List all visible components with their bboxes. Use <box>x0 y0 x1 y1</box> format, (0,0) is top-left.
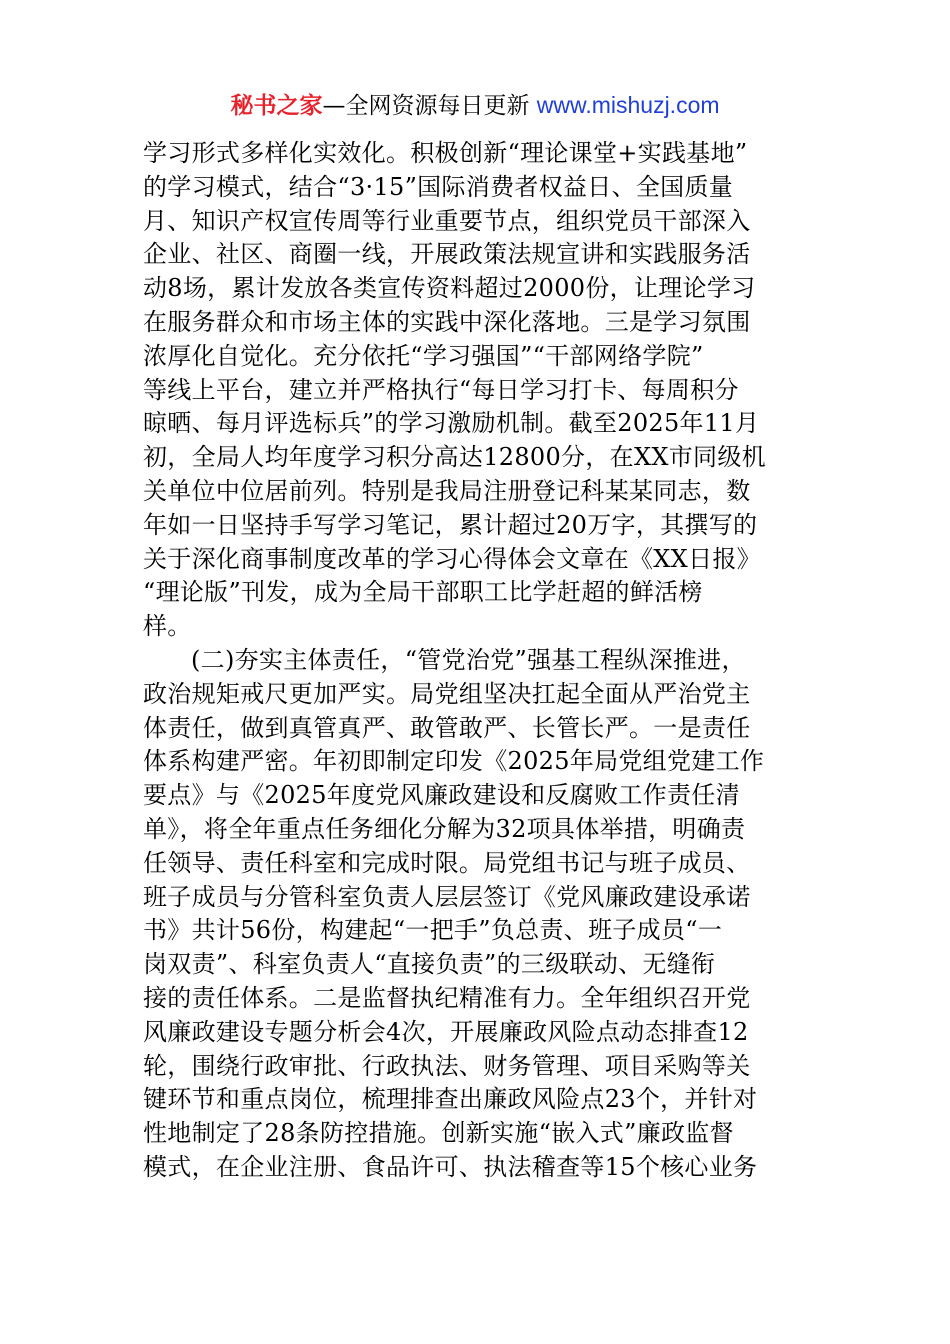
text-line: 政治规矩戒尺更加严实。局党组坚决扛起全面从严治党主 <box>143 679 751 708</box>
body-text <box>143 137 810 1185</box>
text-line: 体系构建严密。年初即制定印发《2025年局党组党建工作 <box>143 747 765 776</box>
text-line: 模式，在企业注册、食品许可、执法稽查等15个核心业务 <box>143 1152 758 1181</box>
text-line: 键环节和重点岗位，梳理排查出廉政风险点23个，并针对 <box>143 1085 758 1114</box>
text-line: 体责任，做到真管真严、敢管敢严、长管长严。一是责任 <box>143 713 751 742</box>
text-line: 风廉政建设专题分析会4次，开展廉政风险点动态排查12 <box>143 1017 749 1046</box>
text-line: 样。 <box>143 612 192 641</box>
text-line: 动8场，累计发放各类宣传资料超过2000份，让理论学习 <box>143 274 756 303</box>
text-line: 初，全局人均年度学习积分高达12800分，在XX市同级机 <box>143 443 766 472</box>
text-line: “理论版”刊发，成为全局干部职工比学赶超的鲜活榜 <box>143 578 703 607</box>
text-line: 轮，围绕行政审批、行政执法、财务管理、项目采购等关 <box>143 1051 751 1080</box>
text-line: 书》共计56份，构建起“一把手”负总责、班子成员“一 <box>143 916 723 945</box>
website-link[interactable]: www.mishuzj.com <box>536 92 720 118</box>
text-line: 接的责任体系。二是监督执纪精准有力。全年组织召开党 <box>143 983 751 1012</box>
text-line: 任领导、责任科室和完成时限。局党组书记与班子成员、 <box>143 848 751 877</box>
text-line: 等线上平台，建立并严格执行“每日学习打卡、每周积分 <box>143 375 739 404</box>
text-line: 单》，将全年重点任务细化分解为32项具体举措，明确责 <box>143 814 746 843</box>
text-line: 要点》与《2025年度党风廉政建设和反腐败工作责任清 <box>143 781 740 810</box>
text-line: 在服务群众和市场主体的实践中深化落地。三是学习氛围 <box>143 307 751 336</box>
text-line: 学习形式多样化实效化。积极创新“理论课堂+实践基地” <box>143 139 748 167</box>
text-line: 的学习模式，结合“3·15”国际消费者权益日、全国质量 <box>143 172 734 201</box>
brand-name: 秘书之家 <box>230 93 323 119</box>
text-line: 浓厚化自觉化。充分依托“学习强国”“干部网络学院” <box>143 341 704 370</box>
text-line: 晾晒、每月评选标兵”的学习激励机制。截至2025年11月 <box>143 409 760 438</box>
page-header <box>0 89 950 122</box>
text-line: 企业、社区、商圈一线，开展政策法规宣讲和实践服务活 <box>143 240 751 269</box>
text-line: 关单位中位居前列。特别是我局注册登记科某某同志，数 <box>143 476 751 505</box>
text-line: 月、知识产权宣传周等行业重要节点，组织党员干部深入 <box>143 206 751 235</box>
text-line: 关于深化商事制度改革的学习心得体会文章在《XX日报》 <box>143 544 761 573</box>
text-line: 年如一日坚持手写学习笔记，累计超过20万字，其撰写的 <box>143 510 758 539</box>
text-line: 性地制定了28条防控措施。创新实施“嵌入式”廉政监督 <box>143 1119 734 1148</box>
text-line: 岗双责”、科室负责人“直接负责”的三级联动、无缝衔 <box>143 950 716 979</box>
text-line: 班子成员与分管科室负责人层层签订《党风廉政建设承诺 <box>143 882 751 911</box>
header-tagline: —全网资源每日更新 <box>322 93 537 119</box>
paragraph-heading-line: (二)夯实主体责任，“管党治党”强基工程纵深推进， <box>191 645 746 674</box>
